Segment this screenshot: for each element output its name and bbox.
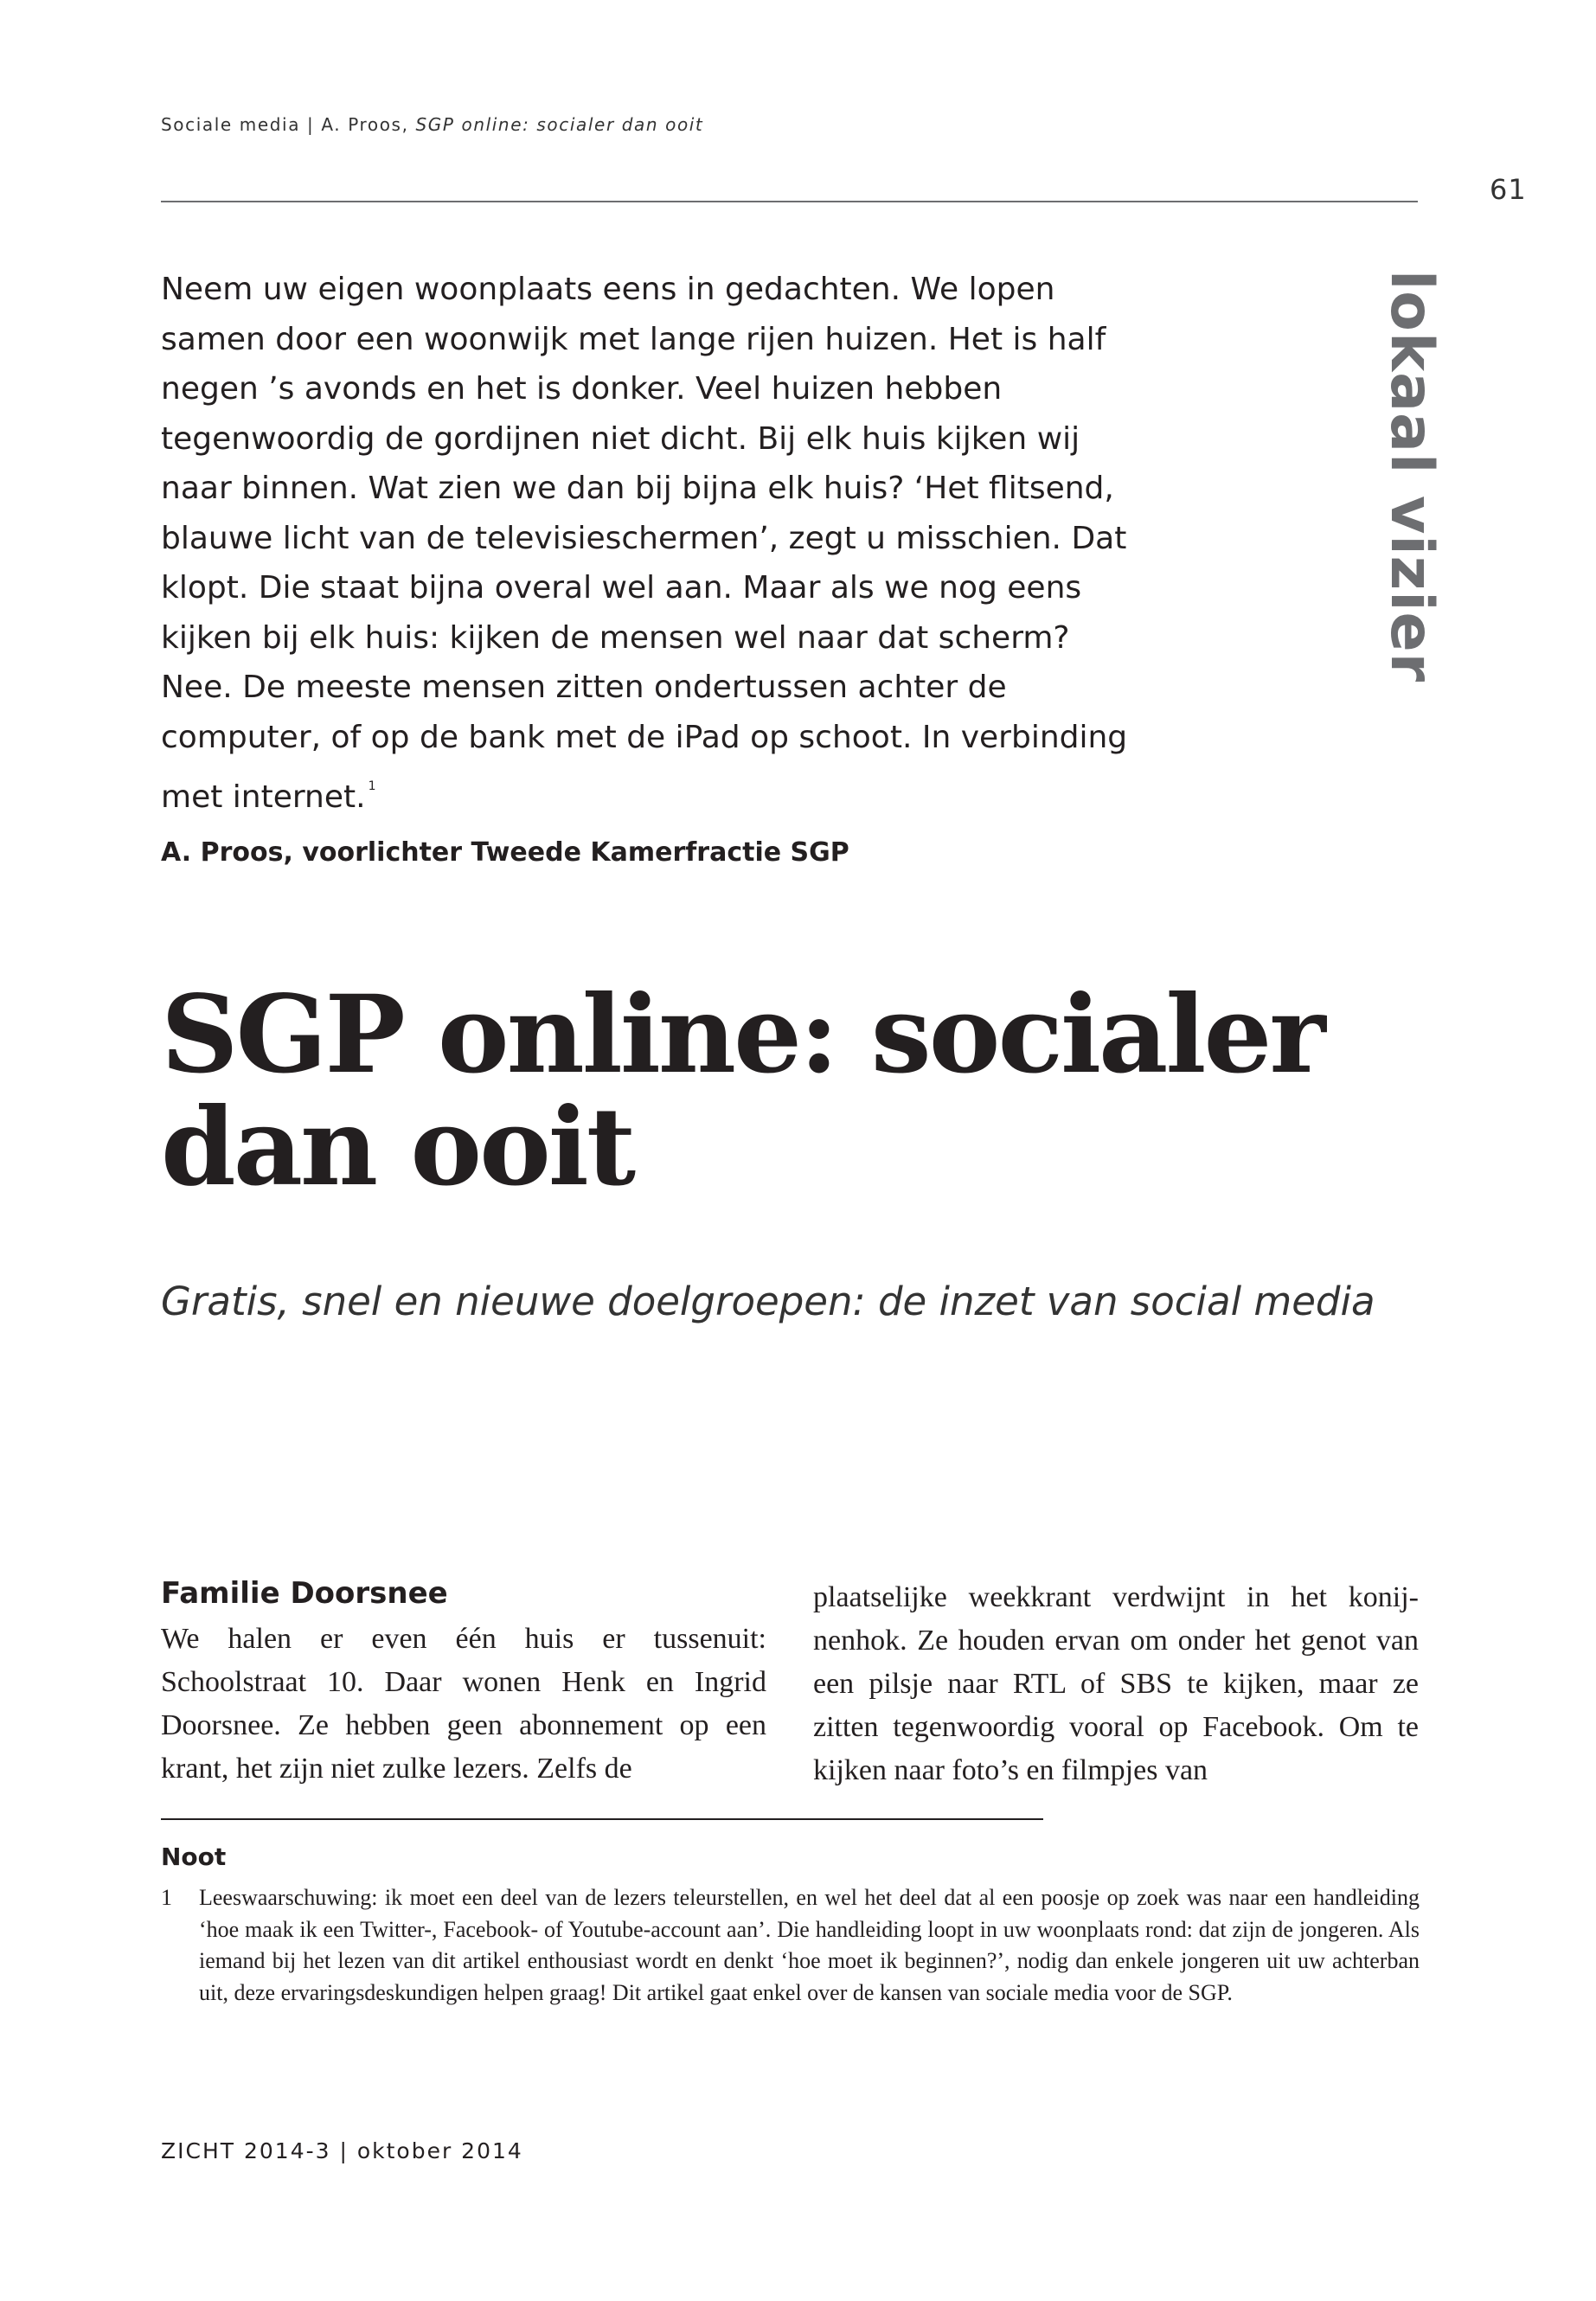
footnote-number: 1	[161, 1885, 172, 1910]
article-title	[161, 972, 1329, 1210]
page-footer: ZICHT 2014-3 | oktober 2014	[161, 2138, 523, 2163]
running-head-section: Sociale media	[161, 114, 301, 135]
article-title-line-1: SGP online: socialer	[161, 972, 1324, 1098]
running-head-author: A. Proos,	[321, 114, 409, 135]
footnote-text: Leeswaarschuwing: ik moet een deel van de lezers teleurstellen, en wel het deel dat al een poosje op zoek was naar een handleiding ‘hoe maak ik een Twitter-, Facebook- of Youtube-account aan’. Die handleiding loopt in uw woonplaats rond: dat zijn de jongeren. Als iemand bij het lezen van dit artikel enthousiast wordt en denkt ‘hoe moet ik beginnen?’, nodig dan enkele jongeren uit uw achterban uit, deze ervaringsdeskundigen helpen graag! Dit artikel gaat enkel over de kansen van sociale media voor de SGP.	[199, 1885, 1420, 2005]
intro-text: Neem uw eigen woonplaats eens in gedachten. We lopen samen door een woonwijk met lange rijen huizen. Het is half negen ’s avonds en het is donker. Veel huizen hebben tegenwoordig de gordijnen niet dicht. Bij elk huis kijken wij naar binnen. Wat zien we dan bij bijna elk huis? ‘Het flitsend, blauwe licht van de televisieschermen’, zegt u misschien. Dat klopt. Die staat bijna overal wel aan. Maar als we nog eens kijken bij elk huis: kijken de mensen wel naar dat scherm? Nee. De meeste mensen zitten ondertussen achter de computer, of op de bank met de iPad op schoot. In verbinding met internet.	[161, 272, 1128, 815]
footnote-rule	[161, 1818, 1043, 1820]
article-subtitle: Gratis, snel en nieuwe doelgroepen: de inzet van social media	[161, 1279, 1375, 1324]
page-number: 61	[1490, 173, 1527, 206]
body-text-left: We halen er even één huis er tussenuit: Schoolstraat 10. Daar wonen Henk en Ingrid Doorsnee. Ze hebben geen abonnement op een krant, het zijn niet zulke lezers. Zelfs de	[161, 1623, 766, 1785]
article-title-line-2: dan ooit	[161, 1085, 634, 1210]
running-head-title: SGP online: socialer dan ooit	[415, 114, 704, 135]
body-text-right: plaatselijke weekkrant verdwijnt in het konijnenhok. Ze houden ervan om onder het genot van een pilsje naar RTL of SBS te kijken, maar ze zitten tegenwoordig vooral op Facebook. Om te kijken naar foto’s en filmpjes van	[813, 1581, 1419, 1786]
section-heading: Familie Doorsnee	[161, 1576, 448, 1611]
header-rule	[161, 201, 1418, 202]
intro-paragraph	[161, 265, 1130, 823]
footnote-reference[interactable]: 1	[368, 779, 376, 793]
running-head	[161, 114, 703, 135]
body-column-right	[813, 1576, 1419, 1792]
section-label-vertical: lokaal vizier	[1377, 270, 1445, 683]
body-column-left	[161, 1574, 766, 1791]
running-head-separator: |	[307, 114, 315, 135]
author-byline: A. Proos, voorlichter Tweede Kamerfractie SGP	[161, 837, 849, 868]
note-heading: Noot	[161, 1843, 227, 1871]
footnote	[161, 1882, 1420, 2009]
